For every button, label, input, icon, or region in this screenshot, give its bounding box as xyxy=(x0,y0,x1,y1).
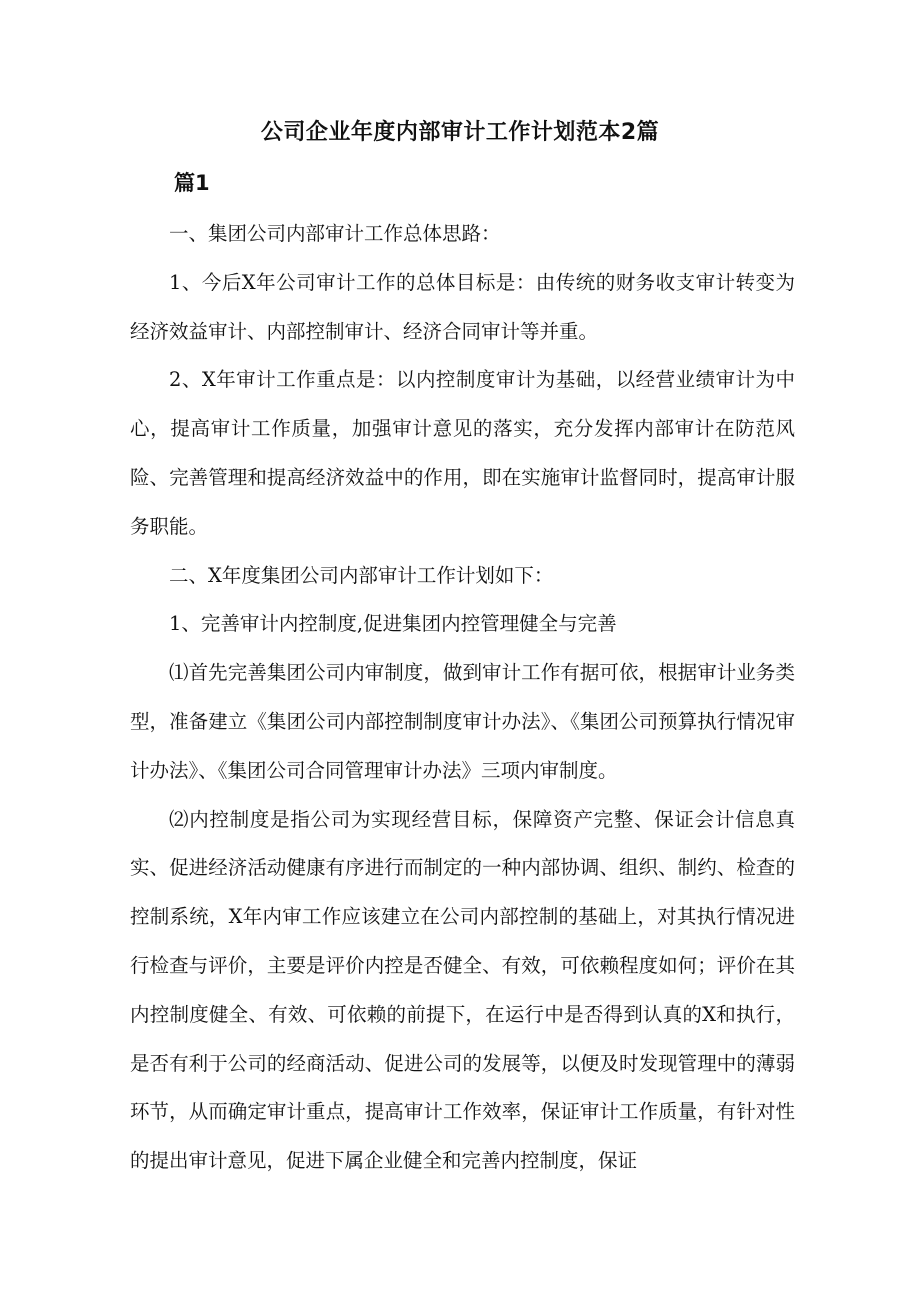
paragraph: ⑴首先完善集团公司内审制度，做到审计工作有据可依，根据审计业务类型，准备建立《集团公司内部控制制度审计办法》、《集团公司预算执行情况审计办法》、《集团公司合同管理审计办法》三项内审制度。 xyxy=(130,661,795,782)
section-label: 篇1 xyxy=(174,171,210,195)
document-body xyxy=(130,210,795,1186)
paragraph-heading-2: 二、X年度集团公司内部审计工作计划如下： xyxy=(169,563,554,587)
paragraph-heading-1: 一、集团公司内部审计工作总体思路： xyxy=(169,222,501,245)
paragraph-subheading: 1、完善审计内控制度,促进集团内控管理健全与完善 xyxy=(169,612,617,636)
paragraph: 1、今后X年公司审计工作的总体目标是：由传统的财务收支审计转变为经济效益审计、内部控制审计、经济合同审计等并重。 xyxy=(130,270,795,343)
paragraph: 2、X年审计工作重点是：以内控制度审计为基础，以经营业绩审计为中心，提高审计工作质量，加强审计意见的落实，充分发挥内部审计在防范风险、完善管理和提高经济效益中的作用，即在实施审计监督同时，提高审计服务职能。 xyxy=(130,368,795,538)
document-title: 公司企业年度内部审计工作计划范本2篇 xyxy=(260,120,660,145)
paragraph: ⑵内控制度是指公司为实现经营目标，保障资产完整、保证会计信息真实、促进经济活动健康有序进行而制定的一种内部协调、组织、制约、检查的控制系统，X年内审工作应该建立在公司内部控制的基础上，对其执行情况进行检查与评价，主要是评价内控是否健全、有效，可依赖程度如何；评价在其内控制度健全、有效、可依赖的前提下，在运行中是否得到认真的X和执行，是否有利于公司的经商活动、促进公司的发展等，以便及时发现管理中的薄弱环节，从而确定审计重点，提高审计工作效率，保证审计工作质量，有针对性的提出审计意见，促进下属企业健全和完善内控制度，保证 xyxy=(130,807,795,1173)
